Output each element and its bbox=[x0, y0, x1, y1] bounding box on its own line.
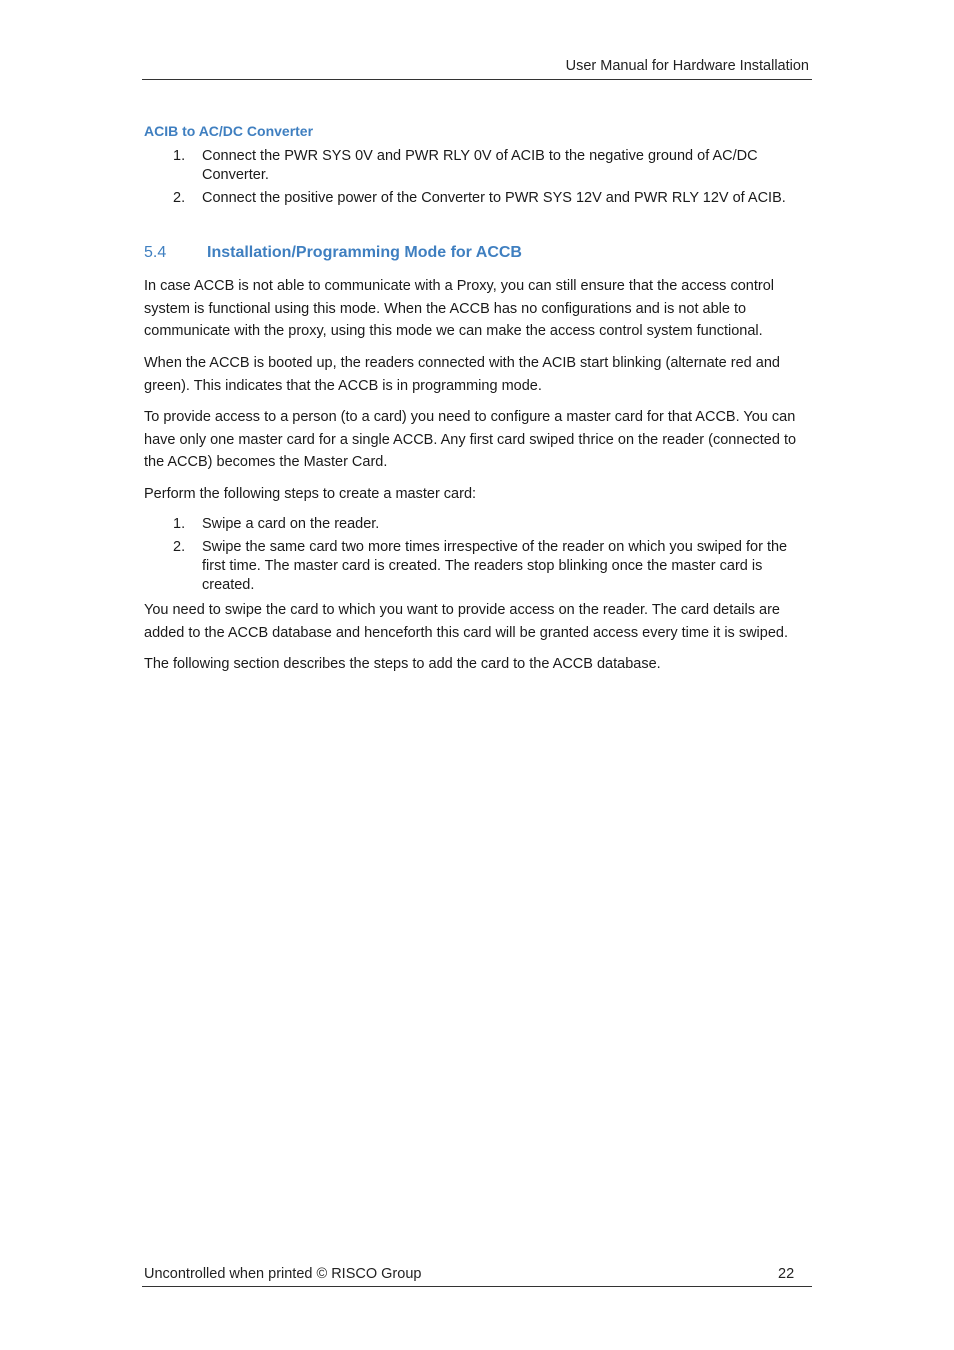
list-text: Connect the positive power of the Converter to PWR SYS 12V and PWR RLY 12V of ACIB. bbox=[202, 190, 786, 206]
paragraph: Perform the following steps to create a master card: bbox=[144, 486, 477, 502]
paragraph: When the ACCB is booted up, the readers connected with the ACIB start blinking (alternate red and green). This indicates that the ACCB is in programming mode. bbox=[144, 355, 780, 394]
footer-divider bbox=[142, 1286, 812, 1287]
section-number: 5.4 bbox=[144, 244, 167, 261]
list-number: 2. bbox=[173, 539, 186, 555]
running-header: User Manual for Hardware Installation bbox=[565, 58, 809, 74]
paragraph: You need to swipe the card to which you want to provide access on the reader. The card details are added to the ACCB database and henceforth this card will be granted access every time it is swiped. bbox=[144, 602, 788, 641]
header-divider bbox=[142, 79, 812, 80]
list-text: Swipe the same card two more times irrespective of the reader on which you swiped for the first time. The master card is created. The readers stop blinking once the master card is created. bbox=[202, 539, 788, 593]
section-title: Installation/Programming Mode for ACCB bbox=[207, 244, 522, 261]
paragraph: In case ACCB is not able to communicate with a Proxy, you can still ensure that the access control system is functional using this mode. When the ACCB has no configurations and is not able to communicate with the proxy, using this mode we can make the access control system functional. bbox=[144, 278, 774, 339]
list-text: Swipe a card on the reader. bbox=[202, 516, 380, 532]
paragraph: The following section describes the steps to add the card to the ACCB database. bbox=[144, 656, 661, 672]
subsection-heading: ACIB to AC/DC Converter bbox=[144, 123, 314, 139]
list-number: 2. bbox=[173, 190, 186, 206]
list-text: Connect the PWR SYS 0V and PWR RLY 0V of ACIB to the negative ground of AC/DC Converter. bbox=[202, 148, 758, 183]
list-number: 1. bbox=[173, 516, 186, 532]
footer-notice: Uncontrolled when printed © RISCO Group bbox=[144, 1266, 422, 1282]
page-number: 22 bbox=[778, 1266, 795, 1282]
paragraph: To provide access to a person (to a card) you need to configure a master card for that ACCB. You can have only one master card for a single ACCB. Any first card swiped thrice on the reader (connected to the ACCB) becomes the Master Card. bbox=[144, 409, 797, 470]
section-heading bbox=[144, 244, 522, 262]
list-number: 1. bbox=[173, 148, 186, 164]
